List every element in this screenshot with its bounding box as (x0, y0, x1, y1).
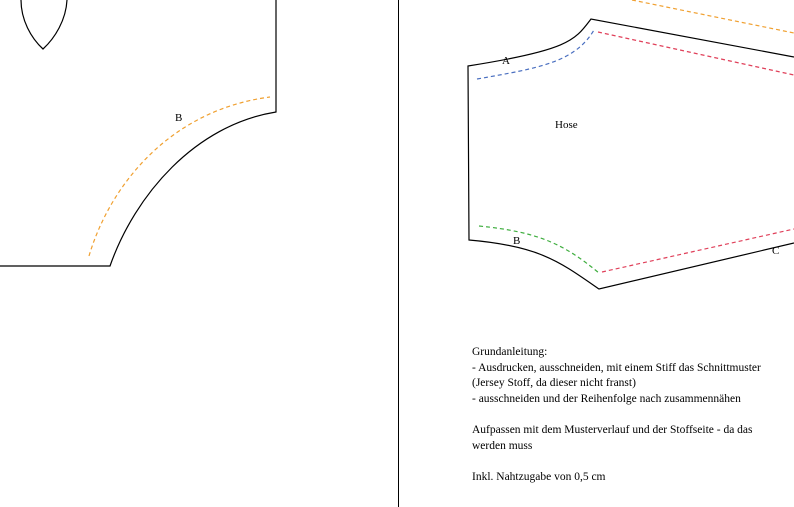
instructions-spacer (472, 407, 794, 423)
instructions-title: Grundanleitung: (472, 346, 548, 358)
right-piece-outline (468, 19, 794, 289)
instructions-block (472, 345, 794, 485)
instructions-spacer (472, 454, 794, 470)
left-dart-shape (21, 0, 67, 49)
left-piece-outline (0, 0, 276, 266)
instructions-line: (Jersey Stoff, da dieser nicht franst) (472, 377, 636, 390)
instructions-line: werden muss (472, 439, 533, 452)
instructions-line: Aufpassen mit dem Musterverlauf und der Stoffseite - da das (472, 423, 753, 436)
seam-allowance-note: Inkl. Nahtzugabe von 0,5 cm (472, 470, 606, 483)
right-seam-green-b (479, 226, 599, 273)
right-label-a: A (502, 55, 510, 67)
right-seam-top-orange (632, 0, 794, 33)
instructions-line: - ausschneiden und der Reihenfolge nach zusammennähen (472, 392, 741, 405)
right-label-b: B (513, 235, 521, 247)
piece-name-hose: Hose (555, 119, 578, 131)
right-seam-blue-a (477, 30, 594, 79)
right-label-c: C (772, 245, 780, 257)
instructions-line: - Ausdrucken, ausschneiden, mit einem Stiff das Schnittmuster (472, 361, 761, 374)
left-label-b: B (175, 112, 183, 124)
